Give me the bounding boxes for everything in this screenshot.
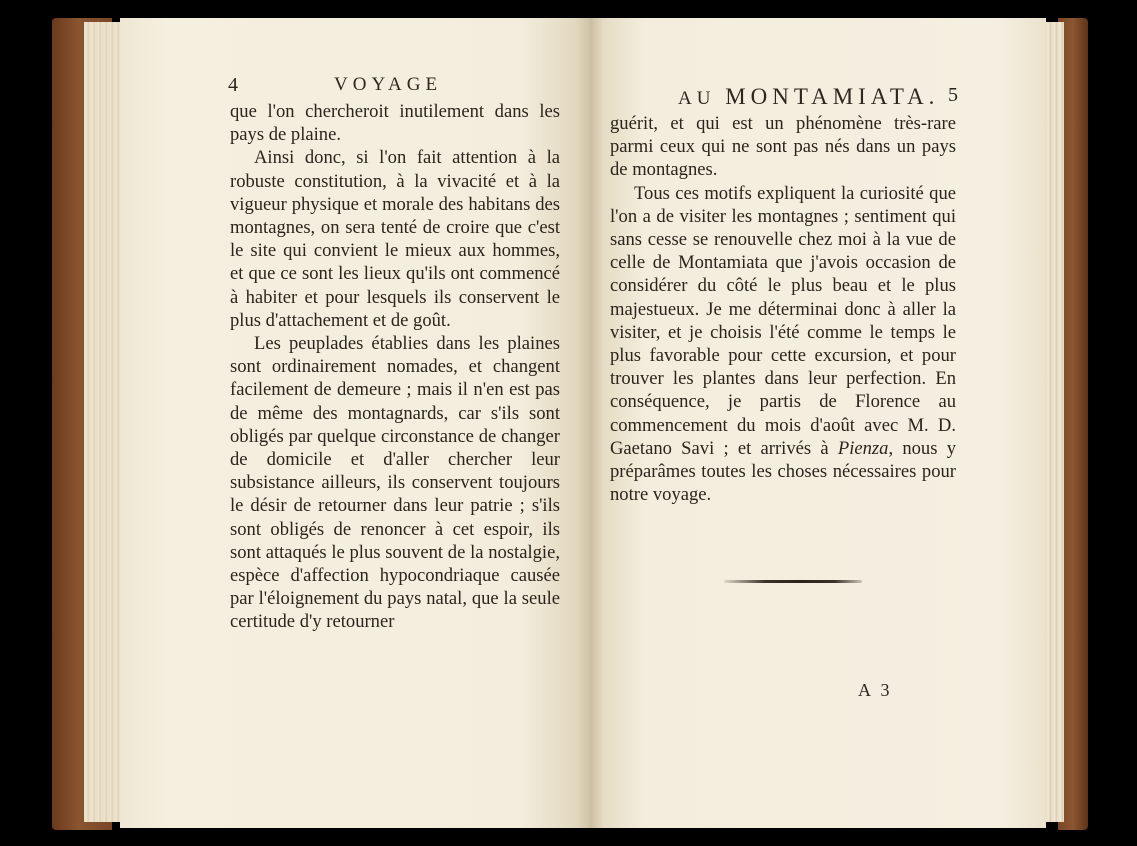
page-number-right: 5 bbox=[948, 84, 958, 106]
paragraph: guérit, et qui est un phénomène très-rare parmi ceux qui ne sont pas nés dans un pays de montagnes. bbox=[610, 113, 956, 181]
paragraph: Les peuplades établies dans les plaines sont ordinairement nomades, et changent facilement de demeure ; mais il n'en est pas de même des montagnards, car s'ils sont obligés par quelque circonstance de changer de domicile et d'aller chercher leur subsistance ailleurs, ils conservent toujours le désir de retourner dans leur patrie ; s'ils sont obligés de renoncer à cet espoir, ils sont attaqués le plus souvent de la nostalgie, espèce d'affection hypocondriaque causée par l'éloignement du pays natal, que la seule certitude d'y retourner bbox=[230, 333, 560, 633]
page-number-left: 4 bbox=[228, 74, 238, 96]
paragraph bbox=[610, 182, 956, 507]
paragraph: que l'on chercheroit inutilement dans les pays de plaine. bbox=[230, 101, 560, 146]
right-page-text bbox=[610, 112, 956, 506]
signature-mark: A 3 bbox=[858, 680, 893, 700]
left-page bbox=[120, 18, 590, 828]
left-page-text bbox=[230, 100, 560, 634]
right-page bbox=[590, 18, 1046, 828]
running-head-right bbox=[678, 84, 939, 110]
place-name-italic: Pienza bbox=[837, 437, 889, 459]
running-head-prefix: AU bbox=[678, 88, 726, 109]
running-head-title: MONTAMIATA. bbox=[725, 84, 940, 109]
paragraph-text-end: , nous y préparâmes toutes les choses nécessaires pour notre voyage. bbox=[610, 437, 956, 506]
running-head-left: VOYAGE bbox=[334, 74, 443, 95]
paragraph: Ainsi donc, si l'on fait attention à la robuste constitution, à la vivacité et à la vigueur physique et morale des habitans des montagnes, on sera tenté de croire que c'est le site qui convient le mieux aux hommes, et que ce sont les lieux qu'ils ont commencé à habiter et pour lesquels ils conservent le plus d'attachement et de goût. bbox=[230, 147, 560, 331]
section-end-rule bbox=[724, 580, 862, 583]
paragraph-text: Tous ces motifs expliquent la curiosité que l'on a de visiter les montagnes ; sentiment qui sans cesse se renouvelle chez moi à la vue de celle de Montamiata que j'avois occasion de considérer du côté le plus beau et le plus majestueux. Je me déterminai donc à aller la visiter, et je choisis l'été comme le temps le plus favorable pour cette excursion, et pour trouver les plantes dans leur perfection. En conséquence, je partis de Florence au commencement du mois d'août avec M. D. Gaetano Savi ; et arrivés à bbox=[610, 182, 956, 459]
